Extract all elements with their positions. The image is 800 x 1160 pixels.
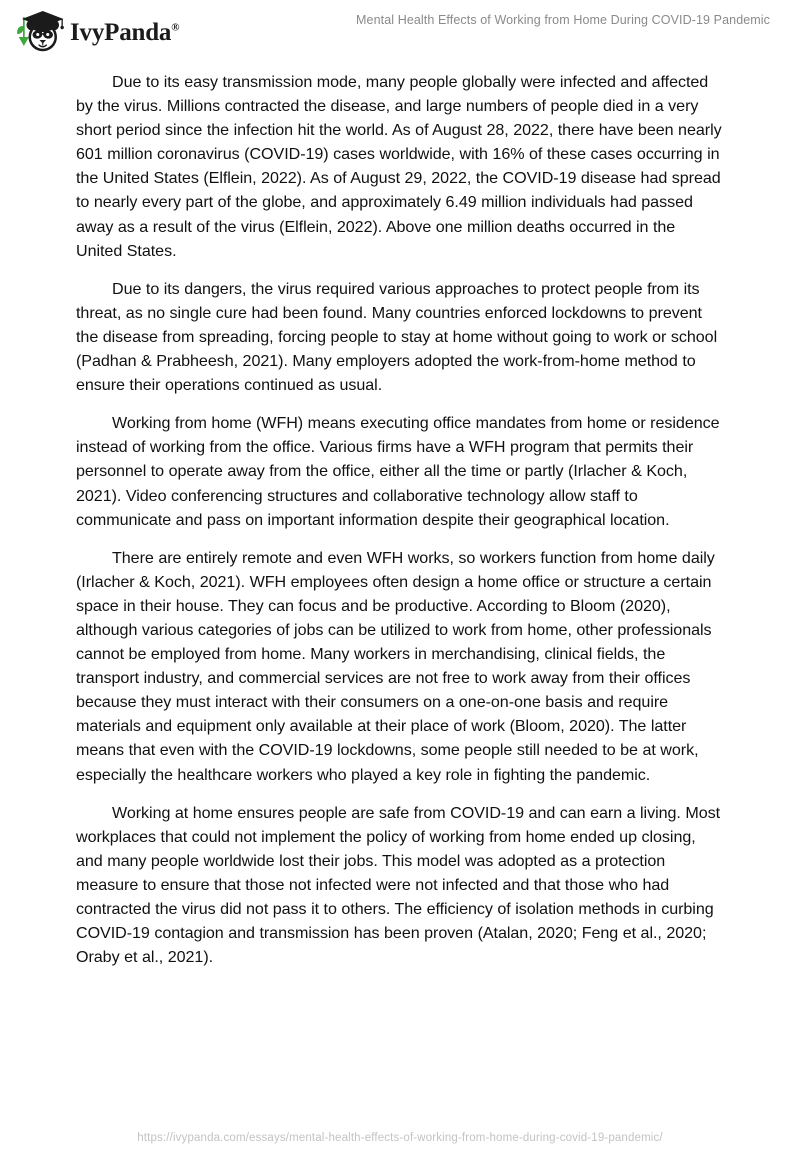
page-header bbox=[0, 0, 800, 62]
body-paragraph-2: Due to its dangers, the virus required various approaches to protect people from its threat, as no single cure had been found. Many countries enforced lockdowns to prevent the disease from spreading, forcing people to stay at home without going to work or school (Padhan & Prabheesh, 2021). Many employers adopted the work-from-home method to ensure their operations continued as usual. bbox=[76, 279, 718, 395]
brand[interactable] bbox=[12, 9, 179, 55]
body-paragraph-3: Working from home (WFH) means executing office mandates from home or residence instead of working from the office. Various firms have a WFH program that permits their personnel to operate away from the office, either all the time or partly (Irlacher & Koch, 2021). Video conferencing structures and collaborative technology allow staff to communicate and pass on important information despite their geographical location. bbox=[76, 414, 720, 529]
source-url-link[interactable]: https://ivypanda.com/essays/mental-health-effects-of-working-from-home-during-covid-19-pandemic/ bbox=[137, 1132, 663, 1144]
page-footer bbox=[0, 1128, 800, 1146]
brand-wordmark bbox=[70, 20, 179, 45]
document-body bbox=[76, 70, 725, 969]
body-paragraph-1: Due to its easy transmission mode, many people globally were infected and affected by the virus. Millions contracted the disease, and large numbers of people died in a very short period since the infection hit the world. As of August 28, 2022, there have been nearly 601 million coronavirus (COVID-19) cases worldwide, with 16% of these cases occurring in the United States (Elflein, 2022). As of August 29, 2022, the COVID-19 disease had spread to nearly every part of the globe, and approximately 6.49 million individuals had passed away as a result of the virus (Elflein, 2022). Above one million deaths occurred in the United States. bbox=[76, 73, 722, 260]
brand-name-text: IvyPanda bbox=[70, 18, 172, 46]
registered-mark-icon: ® bbox=[171, 21, 180, 34]
document-title-header: Mental Health Effects of Working from Home During COVID-19 Pandemic bbox=[356, 13, 771, 27]
panda-graduate-logo-icon bbox=[12, 9, 64, 55]
body-paragraph-5: Working at home ensures people are safe from COVID-19 and can earn a living. Most workplaces that could not implement the policy of working from home ended up closing, and many people worldwide lost their jobs. This model was adopted as a protection measure to ensure that those not infected were not infected and that those who had contracted the virus did not pass it to others. The efficiency of isolation methods in curbing COVID-19 contagion and transmission has been proven (Atalan, 2020; Feng et al., 2020; Oraby et al., 2021). bbox=[76, 803, 721, 967]
body-paragraph-4: There are entirely remote and even WFH works, so workers function from home daily (Irlacher & Koch, 2021). WFH employees often design a home office or structure a certain space in their house. They can focus and be productive. According to Bloom (2020), although various categories of jobs can be utilized to work from home, other professionals cannot be employed from home. Many workers in merchandising, clinical fields, the transport industry, and commercial services are not free to work away from their offices because they must interact with their consumers on a one-on-one basis and require materials and equipment only available at their place of work (Bloom, 2020). The latter means that even with the COVID-19 lockdowns, some people still needed to be at work, especially the healthcare workers who played a key role in fighting the pandemic. bbox=[76, 548, 715, 784]
